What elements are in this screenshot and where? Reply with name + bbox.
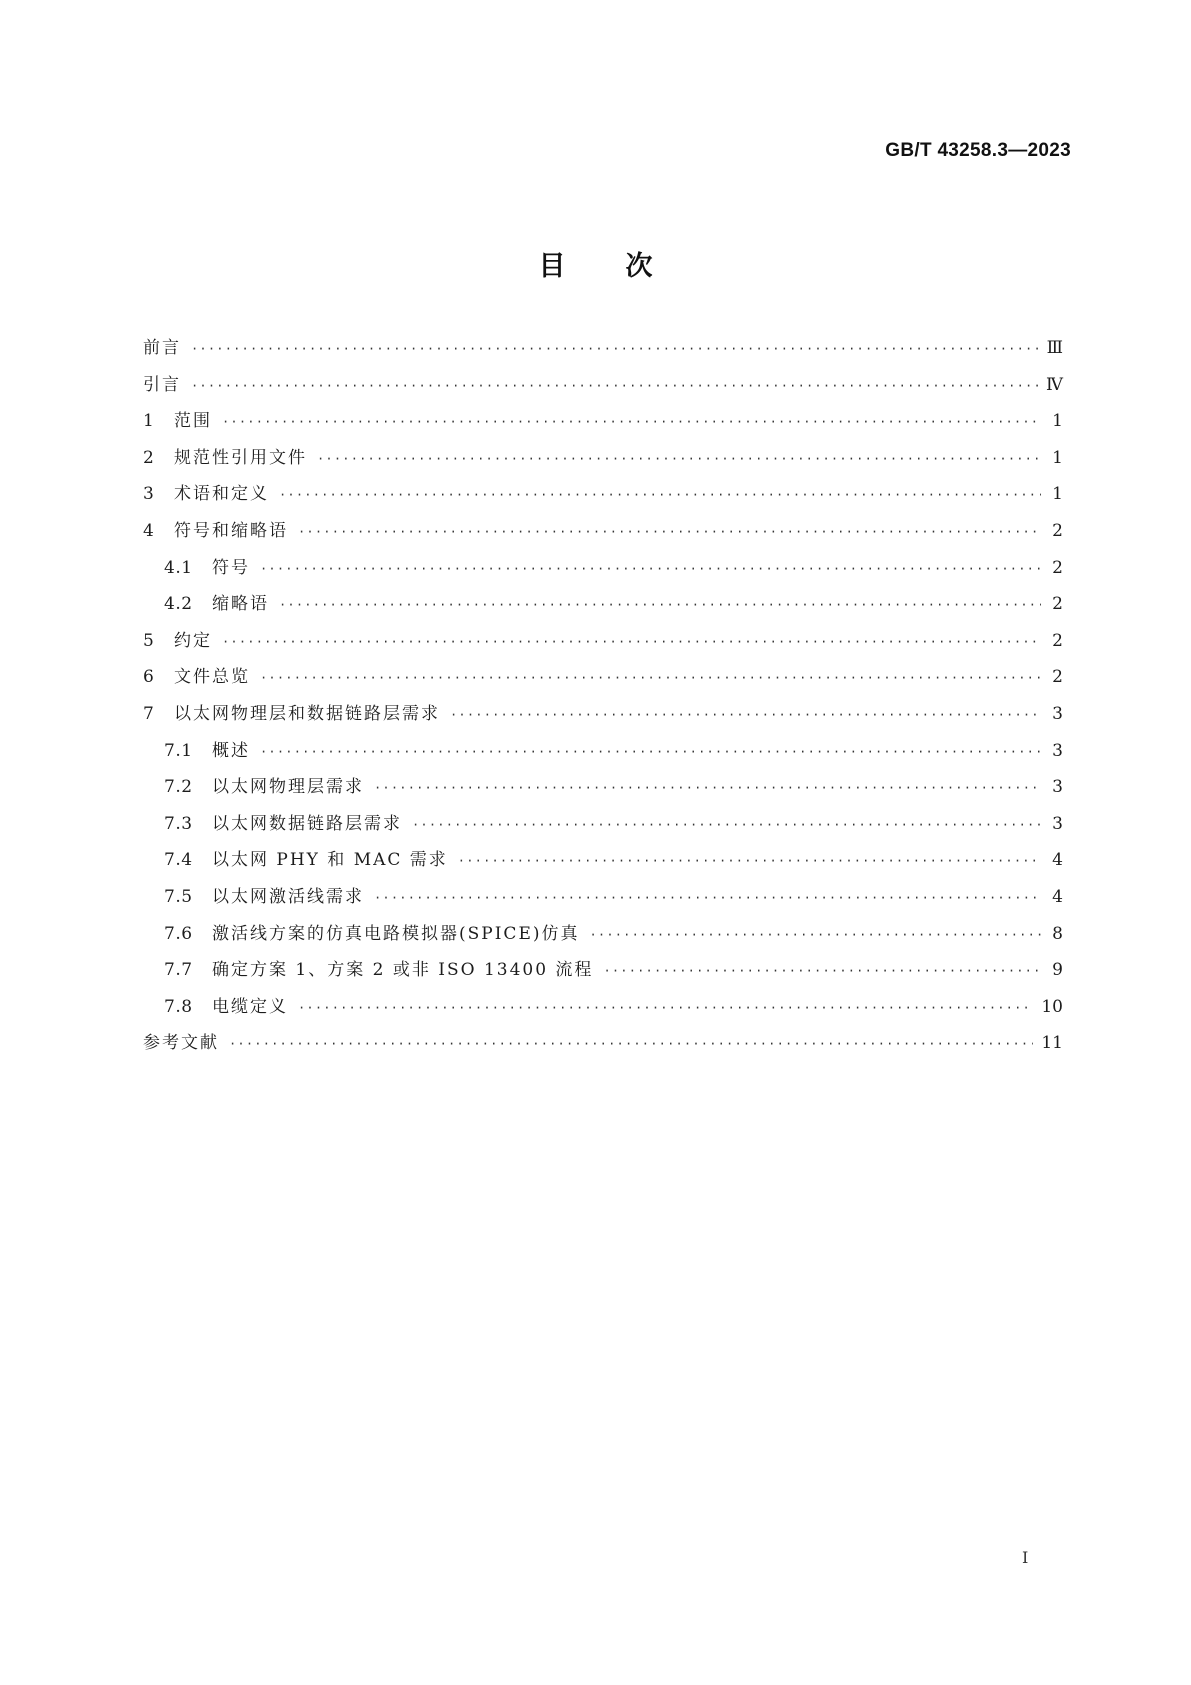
toc-entry-number: 7.5 (164, 886, 193, 907)
toc-entry-text: 缩略语 (212, 594, 269, 615)
toc-entry-text: 规范性引用文件 (174, 447, 307, 468)
toc-entry-bibliography[interactable] (143, 1031, 1063, 1068)
toc-entry-page: 2 (1052, 594, 1063, 615)
toc-entry-text: 术语和定义 (174, 484, 269, 505)
toc-entry-7-1[interactable] (143, 739, 1063, 776)
toc-entry-page: 1 (1052, 484, 1063, 505)
toc-entry-7-5[interactable] (143, 885, 1063, 922)
toc-entry-number: 4.1 (164, 557, 193, 578)
footer-page-number: Ⅰ (1022, 1548, 1029, 1567)
toc-dot-leader (260, 740, 1041, 764)
toc-entry-7-2[interactable] (143, 775, 1063, 812)
toc-entry-text: 以太网物理层需求 (212, 777, 364, 798)
toc-entry-number: 4.2 (164, 594, 193, 615)
document-code: GB/T 43258.3—2023 (885, 140, 1071, 161)
toc-entry-7-3[interactable] (143, 812, 1063, 849)
toc-entry-page: 1 (1052, 411, 1063, 432)
toc-entry-1[interactable] (143, 409, 1063, 446)
toc-dot-leader (317, 447, 1041, 471)
toc-entry-number: 3 (143, 484, 155, 505)
toc-entry-4-1[interactable] (143, 556, 1063, 593)
toc-entry-text: 范围 (174, 411, 212, 432)
toc-dot-leader (450, 703, 1041, 727)
toc-entry-page: 2 (1052, 630, 1063, 651)
toc-dot-leader (298, 996, 1033, 1020)
toc-entry-number: 7.4 (164, 850, 193, 871)
toc-dot-leader (279, 593, 1041, 617)
toc-entry-text: 文件总览 (174, 667, 250, 688)
toc-entry-7-6[interactable] (143, 922, 1063, 959)
toc-entry-text: 符号 (212, 557, 250, 578)
toc-entry-page: 3 (1052, 740, 1063, 761)
toc-dot-leader (603, 959, 1041, 983)
toc-entry-page: 4 (1052, 886, 1063, 907)
toc-entry-number: 4 (143, 520, 155, 541)
toc-entry-number: 5 (143, 630, 155, 651)
toc-entry-page: 10 (1041, 996, 1063, 1017)
toc-entry-text: 以太网数据链路层需求 (212, 813, 402, 834)
toc-entry-7-8[interactable] (143, 995, 1063, 1032)
toc-entry-page: 11 (1041, 1033, 1063, 1054)
toc-entry-page: 2 (1052, 557, 1063, 578)
toc-entry-page: 3 (1052, 777, 1063, 798)
toc-entry-number: 7.8 (164, 996, 193, 1017)
toc-entry-text: 激活线方案的仿真电路模拟器(SPICE)仿真 (212, 923, 580, 944)
table-of-contents (143, 336, 1063, 1068)
toc-entry-4-2[interactable] (143, 592, 1063, 629)
toc-entry-page: Ⅳ (1046, 374, 1063, 395)
title-char-2: 次 (625, 251, 653, 282)
toc-dot-leader (279, 483, 1041, 507)
toc-entry-number: 1 (143, 411, 155, 432)
toc-entry-page: 9 (1052, 960, 1063, 981)
toc-entry-3[interactable] (143, 482, 1063, 519)
toc-entry-number: 2 (143, 447, 155, 468)
toc-entry-text: 约定 (174, 630, 212, 651)
toc-dot-leader (260, 666, 1041, 690)
toc-dot-leader (374, 886, 1041, 910)
toc-entry-2[interactable] (143, 446, 1063, 483)
toc-entry-number: 7 (143, 703, 155, 724)
toc-entry-5[interactable] (143, 629, 1063, 666)
toc-entry-text: 符号和缩略语 (174, 520, 288, 541)
page-title (0, 244, 1191, 283)
toc-entry-text: 前言 (143, 338, 181, 358)
title-char-1: 目 (538, 251, 566, 282)
toc-entry-page: 2 (1052, 520, 1063, 541)
toc-entry-page: 4 (1052, 850, 1063, 871)
toc-entry-text: 引言 (143, 374, 181, 395)
toc-entry-page: 1 (1052, 447, 1063, 468)
toc-entry-number: 6 (143, 667, 155, 688)
toc-entry-text: 概述 (212, 740, 250, 761)
toc-entry-foreword[interactable] (143, 336, 1063, 373)
toc-dot-leader (191, 374, 1038, 398)
toc-entry-page: 3 (1052, 703, 1063, 724)
toc-entry-text: 电缆定义 (212, 996, 288, 1017)
toc-dot-leader (191, 337, 1039, 361)
toc-entry-text: 确定方案 1、方案 2 或非 ISO 13400 流程 (212, 960, 594, 981)
toc-entry-page: Ⅲ (1046, 338, 1063, 358)
toc-dot-leader (260, 557, 1041, 581)
toc-entry-number: 7.1 (164, 740, 193, 761)
toc-dot-leader (229, 1032, 1033, 1056)
toc-entry-introduction[interactable] (143, 373, 1063, 410)
toc-dot-leader (222, 630, 1041, 654)
toc-entry-text: 以太网物理层和数据链路层需求 (174, 703, 440, 724)
toc-entry-7[interactable] (143, 702, 1063, 739)
toc-entry-number: 7.6 (164, 923, 193, 944)
toc-dot-leader (298, 520, 1041, 544)
toc-entry-page: 8 (1052, 923, 1063, 944)
toc-dot-leader (374, 776, 1041, 800)
toc-entry-number: 7.3 (164, 813, 193, 834)
toc-entry-number: 7.2 (164, 777, 193, 798)
toc-entry-6[interactable] (143, 665, 1063, 702)
toc-dot-leader (412, 813, 1041, 837)
toc-entry-text: 以太网激活线需求 (212, 886, 364, 907)
toc-dot-leader (458, 849, 1041, 873)
toc-entry-7-4[interactable] (143, 848, 1063, 885)
toc-entry-page: 2 (1052, 667, 1063, 688)
toc-entry-text: 以太网 PHY 和 MAC 需求 (212, 850, 448, 871)
toc-entry-4[interactable] (143, 519, 1063, 556)
toc-dot-leader (222, 410, 1041, 434)
toc-dot-leader (589, 923, 1041, 947)
toc-entry-number: 7.7 (164, 960, 193, 981)
toc-entry-7-7[interactable] (143, 958, 1063, 995)
toc-entry-text: 参考文献 (143, 1033, 219, 1054)
toc-entry-page: 3 (1052, 813, 1063, 834)
